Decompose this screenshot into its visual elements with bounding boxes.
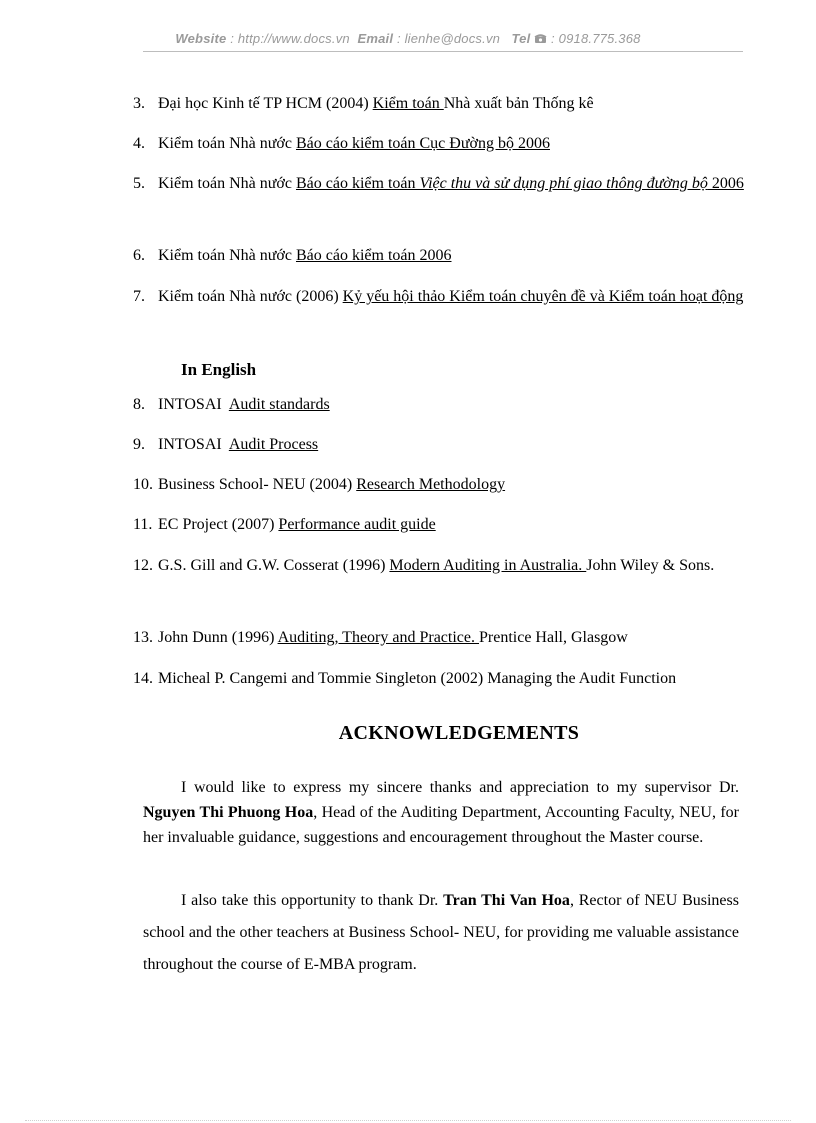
reference-title[interactable]: Báo cáo kiểm toán 2006 bbox=[295, 247, 452, 264]
reference-title[interactable]: Performance audit guide bbox=[278, 516, 436, 533]
paragraph-text: I also take this opportunity to thank Dr. bbox=[181, 892, 444, 909]
website-value[interactable]: : http://www.docs.vn bbox=[230, 31, 350, 46]
reference-author: Kiểm toán Nhà nước bbox=[158, 175, 296, 192]
section-heading-english: In English bbox=[181, 360, 257, 379]
paragraph-text: , Rector of NEU Business school and the other teachers at Business School- NEU, for providing me valuable assistance throughout the course of E-MBA program. bbox=[143, 892, 739, 973]
reference-number: 8. bbox=[133, 396, 145, 413]
supervisor-name: Nguyen Thi Phuong Hoa bbox=[143, 804, 314, 821]
reference-author: G.S. Gill and G.W. Cosserat (1996) bbox=[158, 557, 390, 574]
reference-number: 14. bbox=[133, 670, 153, 687]
reference-author: Đại học Kinh tế TP HCM (2004) bbox=[158, 95, 373, 112]
reference-item bbox=[133, 550, 745, 582]
reference-title[interactable]: Modern Auditing in Australia. bbox=[389, 557, 587, 574]
reference-number: 6. bbox=[133, 247, 145, 264]
reference-title[interactable]: Research Methodology bbox=[356, 476, 506, 493]
reference-item bbox=[133, 128, 745, 160]
reference-number: 3. bbox=[133, 95, 145, 112]
reference-author: Kiểm toán Nhà nước bbox=[158, 247, 296, 264]
reference-author: INTOSAI bbox=[158, 436, 229, 453]
reference-author: Kiểm toán Nhà nước (2006) bbox=[158, 288, 343, 305]
reference-author: EC Project (2007) bbox=[158, 516, 279, 533]
acknowledgements-paragraph-1 bbox=[143, 775, 739, 850]
website-label: Website bbox=[175, 31, 227, 46]
reference-title[interactable]: Kiểm toán bbox=[372, 95, 444, 112]
reference-number: 12. bbox=[133, 557, 153, 574]
email-value[interactable]: : lienhe@docs.vn bbox=[396, 31, 501, 46]
reference-item bbox=[133, 281, 745, 313]
reference-author: INTOSAI bbox=[158, 396, 229, 413]
reference-title[interactable]: Auditing, Theory and Practice. bbox=[277, 629, 479, 646]
reference-item bbox=[133, 622, 745, 654]
reference-number: 9. bbox=[133, 436, 145, 453]
reference-author: John Dunn (1996) bbox=[158, 629, 278, 646]
reference-number: 5. bbox=[133, 175, 145, 192]
reference-number: 11. bbox=[133, 516, 153, 533]
reference-title[interactable]: Báo cáo kiểm toán Cục Đường bộ 2006 bbox=[295, 135, 550, 152]
acknowledgements-title: ACKNOWLEDGEMENTS bbox=[338, 722, 580, 744]
reference-number: 7. bbox=[133, 288, 145, 305]
paragraph-text: , Head of the Auditing Department, Accounting Faculty, NEU, for her invaluable guidance, suggestions and encouragement throughout the Master course. bbox=[143, 804, 740, 846]
reference-text: Micheal P. Cangemi and Tommie Singleton (2002) Managing the Audit Function bbox=[158, 670, 677, 687]
reference-title-year[interactable]: 2006 bbox=[707, 175, 744, 192]
page-header bbox=[0, 31, 816, 46]
reference-title-italic[interactable]: Việc thu và sử dụng phí giao thông đường bộ bbox=[419, 175, 708, 192]
reference-item bbox=[133, 509, 745, 541]
reference-number: 10. bbox=[133, 476, 153, 493]
reference-item bbox=[133, 469, 745, 501]
reference-title[interactable]: Báo cáo kiểm toán bbox=[295, 175, 420, 192]
reference-publisher: Prentice Hall, Glasgow bbox=[479, 629, 628, 646]
header-divider bbox=[143, 51, 743, 52]
reference-item bbox=[133, 240, 745, 272]
reference-item bbox=[133, 429, 745, 461]
reference-title[interactable]: Audit standards bbox=[228, 396, 330, 413]
reference-item bbox=[133, 389, 745, 421]
phone-icon bbox=[534, 33, 547, 44]
reference-author: Kiểm toán Nhà nước bbox=[158, 135, 296, 152]
reference-publisher: John Wiley & Sons. bbox=[586, 557, 715, 574]
paragraph-text: I would like to express my sincere thanks and appreciation to my supervisor Dr. bbox=[181, 779, 739, 796]
reference-title[interactable]: Kỷ yếu hội thảo Kiểm toán chuyên đề và Kiểm toán hoạt động bbox=[342, 288, 744, 305]
rector-name: Tran Thi Van Hoa bbox=[443, 892, 570, 909]
reference-number: 13. bbox=[133, 629, 153, 646]
reference-item bbox=[133, 88, 745, 120]
email-label: Email bbox=[357, 31, 394, 46]
reference-item bbox=[133, 168, 745, 200]
reference-title[interactable]: Audit Process bbox=[228, 436, 319, 453]
reference-author: Business School- NEU (2004) bbox=[158, 476, 357, 493]
tel-value: : 0918.775.368 bbox=[551, 31, 641, 46]
reference-number: 4. bbox=[133, 135, 145, 152]
acknowledgements-paragraph-2 bbox=[143, 885, 739, 981]
reference-item bbox=[133, 663, 745, 695]
page-bottom-border bbox=[25, 1120, 791, 1121]
tel-label: Tel bbox=[511, 31, 531, 46]
reference-publisher: Nhà xuất bản Thống kê bbox=[443, 95, 594, 112]
